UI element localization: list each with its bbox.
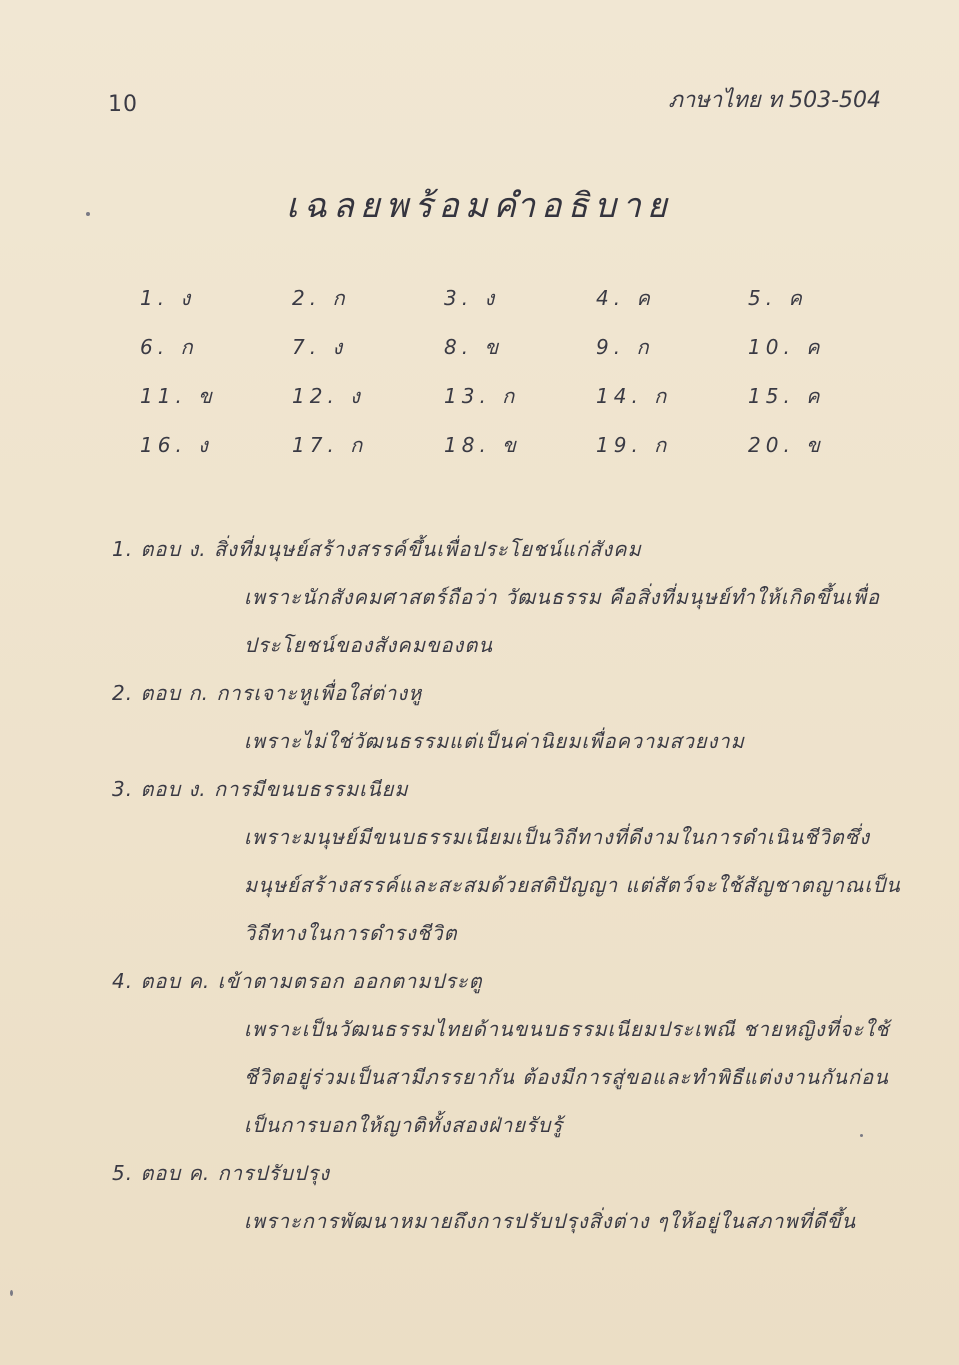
- explanation-5: [112, 1149, 912, 1245]
- explanation-line: ชีวิตอยู่ร่วมเป็นสามีภรรยากัน ต้องมีการสู่ขอและทำพิธีแต่งงานกันก่อน: [244, 1065, 889, 1089]
- answer-key-item: 4. ค: [596, 286, 655, 310]
- page-title: เฉลยพร้อมคำอธิบาย: [286, 186, 673, 226]
- answer-key-item: 16. ง: [140, 433, 213, 457]
- explanation-line: เพราะการพัฒนาหมายถึงการปรับปรุงสิ่งต่าง ๆให้อยู่ในสภาพที่ดีขึ้น: [244, 1209, 857, 1233]
- answer-key-item: 19. ก: [596, 433, 672, 457]
- answer-key-item: 5. ค: [748, 286, 807, 310]
- answer-key-item: 11. ข: [140, 384, 217, 408]
- explanation-heading: 5. ตอบ ค. การปรับปรุง: [112, 1161, 331, 1185]
- answer-key-item: 6. ก: [140, 335, 198, 359]
- answer-key-item: 7. ง: [292, 335, 348, 359]
- explanations: [112, 525, 912, 1245]
- explanation-heading: 4. ตอบ ค. เข้าตามตรอก ออกตามประตู: [112, 969, 483, 993]
- answer-key-item: 8. ข: [444, 335, 504, 359]
- course-code: ภาษาไทย ท 503-504: [668, 88, 881, 113]
- explanation-line: มนุษย์สร้างสรรค์และสะสมด้วยสติปัญญา แต่สัตว์จะใช้สัญชาตญาณเป็น: [244, 873, 901, 897]
- paper-speck: [86, 212, 90, 216]
- explanation-heading: 1. ตอบ ง. สิ่งที่มนุษย์สร้างสรรค์ขึ้นเพื่อประโยชน์แก่สังคม: [112, 537, 642, 561]
- explanation-line: ประโยชน์ของสังคมของตน: [244, 633, 493, 657]
- explanation-1: [112, 525, 912, 669]
- answer-key-item: 15. ค: [748, 384, 825, 408]
- explanation-line: เป็นการบอกให้ญาติทั้งสองฝ่ายรับรู้: [244, 1113, 564, 1137]
- answer-key-item: 14. ก: [596, 384, 672, 408]
- answer-key-item: 10. ค: [748, 335, 825, 359]
- answer-key-item: 9. ก: [596, 335, 654, 359]
- explanation-heading: 3. ตอบ ง. การมีขนบธรรมเนียม: [112, 777, 409, 801]
- answer-key-item: 18. ข: [444, 433, 521, 457]
- explanation-line: เพราะนักสังคมศาสตร์ถือว่า วัฒนธรรม คือสิ่งที่มนุษย์ทำให้เกิดขึ้นเพื่อ: [244, 585, 881, 609]
- explanation-3: [112, 765, 912, 957]
- answer-key-grid: [140, 282, 900, 457]
- answer-key-item: 17. ก: [292, 433, 368, 457]
- explanation-2: [112, 669, 912, 765]
- answer-key-item: 12. ง: [292, 384, 365, 408]
- answer-key-item: 1. ง: [140, 286, 196, 310]
- explanation-heading: 2. ตอบ ก. การเจาะหูเพื่อใส่ต่างหู: [112, 681, 423, 705]
- explanation-4: [112, 957, 912, 1149]
- answer-key-item: 3. ง: [444, 286, 500, 310]
- paper-speck: [860, 1134, 863, 1137]
- explanation-line: เพราะมนุษย์มีขนบธรรมเนียมเป็นวิถีทางที่ดีงามในการดำเนินชีวิตซึ่ง: [244, 825, 871, 849]
- paper-speck: [10, 1290, 13, 1296]
- answer-key-item: 2. ก: [292, 286, 350, 310]
- page-number: 10: [108, 92, 138, 117]
- answer-key-item: 13. ก: [444, 384, 520, 408]
- answer-key-item: 20. ข: [748, 433, 825, 457]
- explanation-line: เพราะเป็นวัฒนธรรมไทยด้านขนบธรรมเนียมประเพณี ชายหญิงที่จะใช้: [244, 1017, 890, 1041]
- explanation-line: วิถีทางในการดำรงชีวิต: [244, 921, 458, 945]
- explanation-line: เพราะไม่ใช่วัฒนธรรมแต่เป็นค่านิยมเพื่อความสวยงาม: [244, 729, 745, 753]
